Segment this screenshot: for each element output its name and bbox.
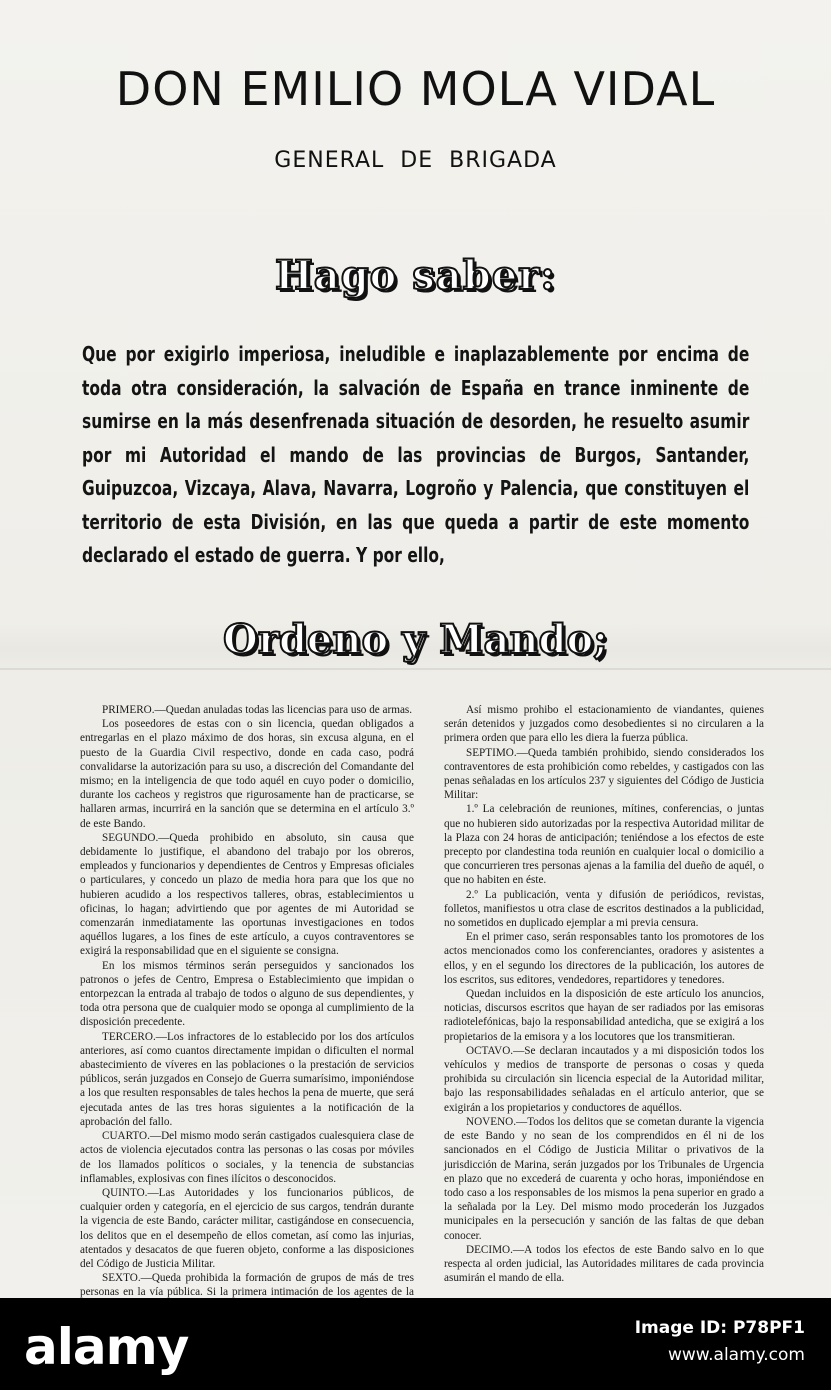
image-id-label: Image ID: P78PF1 — [634, 1318, 805, 1338]
article-paragraph: NOVENO.—Todos los delitos que se cometan durante la vigencia de este Bando y no sean de los comprendidos en él ni de los sancionados en el Código de Justicia Militar o privativos de la jurisdicción de Marina, serán juzgados por los Tribunales de Urgencia en plazo que no excederá de cuarenta y ocho horas, imponiéndose en todo caso a los responsables de los mismos la pena superior en grado a la señalada por la Ley. Del mismo modo procederán los Juzgados municipales en la persecución y sanción de las faltas de que deban conocer. — [444, 1115, 764, 1242]
ordeno-y-mando-heading: Ordeno y Mando; — [223, 616, 608, 663]
article-paragraph: Los poseedores de estas con o sin licencia, quedan obligados a entregarlas en el plazo máximo de dos horas, sin excusa alguna, en el puesto de la Guardia Civil respectivo, donde en cada caso, podrá convalidarse la autorización para su uso, a discreción del Comandante del mismo; en la inteligencia de que todo aquél en cuyo poder o domicilio, durante los cacheos y registros que rigurosamente han de practicarse, se hallaren armas, incurrirá en la sanción que se determina en el artículo 3.º de este Bando. — [80, 718, 414, 830]
article-paragraph: 1.º La celebración de reuniones, mítines, conferencias, o juntas que no hubieren sido autorizadas por la respectiva Autoridad militar de la Plaza con 24 horas de anticipación; teniéndose a los efectos de este precepto por clandestina toda reunión en cualquier local o domicilio a que concurrieren tres personas ajenas a la familia del dueño de aquél, o que no habiten en éste. — [444, 803, 764, 887]
articles-left-column — [80, 703, 414, 1298]
article-paragraph: Así mismo prohibo el estacionamiento de viandantes, quienes serán detenidos y juzgados como desobedientes si no circularen a la primera orden que para ello les diera la fuerza pública. — [444, 704, 764, 745]
article-paragraph: TERCERO.—Los infractores de lo establecido por los dos artículos anteriores, así como cuantos directamente impidan o dificulten el normal abastecimiento de víveres en las poblaciones o la prestación de servicios públicos, serán juzgados en Consejo de Guerra sumarísimo, imponiéndose a los que resulten responsables de tales hechos la pena de muerte, que será ejecutada antes de las tres horas siguientes a la notificación de la aprobación del fallo. — [80, 1030, 414, 1128]
article-paragraph: CUARTO.—Del mismo modo serán castigados cualesquiera clase de actos de violencia ejecutados contra las personas o las cosas por móviles de los llamados políticos o sociales, y la tenencia de substancias inflamables, explosivas con fines ilícitos o desconocidos. — [80, 1130, 414, 1185]
article-paragraph: En los mismos términos serán perseguidos y sancionados los patronos o jefes de Centro, Empresa o Establecimiento que impidan o entorpezcan la entrada al trabajo de todos o alguno de sus dependientes, y toda otra persona que de cualquier modo se oponga al cumplimiento de la disposición precedente. — [80, 959, 414, 1029]
articles-right-column — [444, 703, 764, 1298]
proclamation-text: Que por exigirlo imperiosa, ineludible e inaplazablemente por encima de toda otra consideración, la salvación de España en trance inminente de sumirse en la más desenfrenada situación de desorden, he resuelto asumir por mi Autoridad el mando de las provincias de Burgos, Santander, Guipuzcoa, Vizcaya, Alava, Navarra, Logroño y Palencia, que constituyen el territorio de esta División, en las que queda a partir de este momento declarado el estado de guerra. Y por ello, — [82, 342, 750, 567]
article-paragraph: 2.º La publicación, venta y difusión de periódicos, revistas, folletos, manifiestos u otra clase de escritos destinados a la publicidad, no sometidos en duplicado ejemplar a mi previa censura. — [444, 888, 764, 930]
article-paragraph: PRIMERO.—Quedan anuladas todas las licencias para uso de armas. — [102, 704, 413, 716]
article-paragraph: Quedan incluidos en la disposición de este artículo los anuncios, noticias, discursos escritos que hayan de ser radiados por las emisoras radiotelefónicas, bajo la responsabilidad antedicha, que se exigirá a los propietarios de la emisora y a los locutores que los transmitieran. — [444, 988, 764, 1043]
poster-subtitle: GENERAL DE BRIGADA — [274, 148, 557, 173]
paper-fold — [0, 668, 831, 670]
article-paragraph: En el primer caso, serán responsables tanto los promotores de los actos mencionados como los conferenciantes, oradores y asistentes a ellos, y en el segundo los directores de la publicación, los autores de los escritos, sus editores, vendedores, repartidores y tenedores. — [444, 931, 764, 986]
article-paragraph: SEPTIMO.—Queda también prohibido, siendo considerados los contraventores de esta prohibición como rebeldes, y castigados con las penas señaladas en los artículos 237 y siguientes del Código de Justicia Militar: — [444, 746, 764, 802]
article-paragraph: OCTAVO.—Se declaran incautados y a mi disposición todos los vehículos y medios de transporte de personas o cosas y queda prohibida su circulación sin licencia especial de la Autoridad militar, bajo las responsabilidades señaladas en el artículo anterior, que se exigirán a los propietarios y conductores de aquéllos. — [444, 1044, 764, 1114]
article-paragraph: QUINTO.—Las Autoridades y los funcionarios públicos, de cualquier orden y categoría, en el ejercicio de sus cargos, tendrán durante la vigencia de este Bando, carácter militar, castigándose en consecuencia, los delitos que en el desempeño de ellos cometan, así como las injurias, atentados y desacatos de que fueren objeto, conforme a las disposiciones del Código de Justicia Militar. — [80, 1186, 414, 1270]
article-paragraph: DECIMO.—A todos los efectos de este Bando salvo en lo que respecta al orden judicial, las Autoridades militares de cada provincia asumirán el mando de ella. — [444, 1243, 764, 1285]
poster-title: DON EMILIO MOLA VIDAL — [115, 62, 716, 116]
article-paragraph: SEXTO.—Queda prohibida la formación de grupos de más de tres personas en la vía pública. Si la primera intimación de los agentes de la — [80, 1272, 414, 1298]
article-paragraph: SEGUNDO.—Queda prohibido en absoluto, sin causa que debidamente lo justifique, el abandono del trabajo por los obreros, empleados y funcionarios y dependientes de Centros y Empresas oficiales o particulares, y concedo un plazo de media hora para que los que no hubieren acudido a los respectivos talleres, obras, establecimientos u oficinas, lo hagan; advirtiendo que por agentes de mi Autoridad se comenzarán inmediatamente las oportunas investigaciones en todos aquéllos lugares, a los fines de este artículo, a cuyos contraventores se exigirá la responsabilidad que en el siguiente se consigna. — [80, 831, 414, 958]
alamy-logo: alamy — [24, 1318, 189, 1376]
watermark-url: www.alamy.com — [667, 1345, 805, 1365]
hago-saber-heading: Hago saber: — [275, 252, 556, 299]
